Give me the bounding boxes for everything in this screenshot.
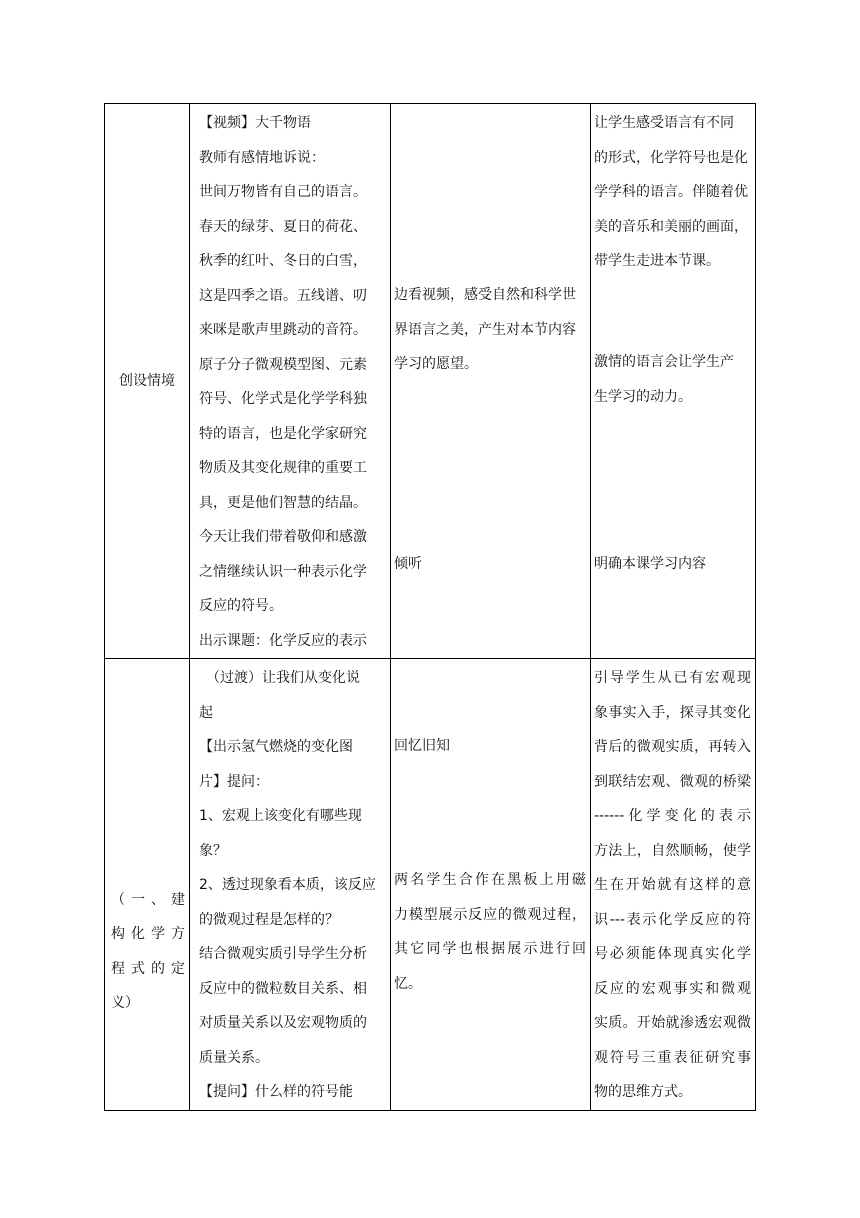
text-line: ------化学变化的表示 <box>594 808 751 824</box>
text-line: 实质。开始就渗透宏观微 <box>594 1015 751 1031</box>
text-line: 背后的微观实质，再转入 <box>594 739 751 755</box>
student-activity-cell <box>391 659 591 1111</box>
text-line: 之情继续认识一种表示化学 <box>199 563 367 580</box>
text-line: 反应中的微粒数目关系、相 <box>199 980 367 997</box>
text-line: 物质及其变化规律的重要工 <box>199 460 367 476</box>
text-line: 力模型展示反应的微观过程， <box>394 906 586 923</box>
text-line: 义） <box>111 995 139 1012</box>
teacher-activity-text <box>190 659 390 1110</box>
student-activity-watch <box>391 278 590 382</box>
text-line: 回忆旧知 <box>394 738 450 754</box>
text-line: 其它同学也根据展示进行回 <box>394 941 586 957</box>
text-line: 美的音乐和美丽的画面， <box>594 218 748 235</box>
design-intent-language <box>591 106 755 279</box>
teacher-activity-text <box>190 104 390 658</box>
text-line: 这是四季之语。五线谱、叨 <box>199 287 367 304</box>
text-line: （过渡）让我们从变化说 <box>199 670 360 686</box>
text-line: 的微观过程是怎样的？ <box>199 911 339 928</box>
text-line: 界语言之美，产生对本节内容 <box>394 321 576 338</box>
text-line: 学学科的语言。伴随着优 <box>594 184 748 200</box>
student-activity-recall <box>391 729 590 764</box>
text-line: 程式的定 <box>111 960 185 977</box>
stage-label: 创设情境 <box>119 372 175 389</box>
text-line: 具，更是他们智慧的结晶。 <box>199 494 367 511</box>
text-line: 春天的绿芽、夏日的荷花、 <box>199 218 367 235</box>
text-line: 到联结宏观、微观的桥梁 <box>594 773 751 790</box>
text-line: 构化学方 <box>111 926 185 943</box>
text-line: 起 <box>199 704 213 721</box>
text-line: 物的思维方式。 <box>594 1084 692 1100</box>
text-line: 让学生感受语言有不同 <box>594 115 734 131</box>
text-line: 边看视频，感受自然和科学世 <box>394 287 576 303</box>
stage-cell-scenario <box>105 104 190 659</box>
text-line: 2、透过现象看本质，该反应 <box>199 877 376 893</box>
text-line: 反应的符号。 <box>199 598 283 614</box>
design-intent-objective <box>591 547 755 582</box>
text-line: 生在开始就有这样的意 <box>594 877 751 893</box>
design-intent-cell <box>591 104 756 659</box>
student-activity-cell <box>391 104 591 659</box>
text-line: 观符号三重表征研究事 <box>594 1049 751 1066</box>
text-line: 【视频】大千物语 <box>199 115 311 131</box>
text-line: 反应的宏观事实和微观 <box>594 980 751 997</box>
stage-label-definition <box>105 661 189 1108</box>
text-line: 方法上，自然顺畅，使学 <box>594 842 751 859</box>
stage-cell-definition <box>105 659 190 1111</box>
text-line: 世间万物皆有自己的语言。 <box>199 184 367 200</box>
text-line: 生学习的动力。 <box>594 388 692 405</box>
text-line: 结合微观实质引导学生分析 <box>199 946 367 962</box>
text-line: （一、建 <box>111 891 185 908</box>
text-line: 秋季的红叶、冬日的白雪， <box>199 253 367 269</box>
text-line: 明确本课学习内容 <box>594 556 706 572</box>
design-intent-text <box>591 661 755 1110</box>
text-line: 1、宏观上该变化有哪些现 <box>199 808 362 824</box>
text-line: 倾听 <box>394 556 422 572</box>
text-line: 【提问】什么样的符号能 <box>199 1084 353 1100</box>
text-line: 两名学生合作在黑板上用磁 <box>394 872 586 888</box>
text-line: 出示课题：化学反应的表示 <box>199 632 367 649</box>
text-line: 对质量关系以及宏观物质的 <box>199 1015 367 1031</box>
teacher-activity-cell <box>190 659 391 1111</box>
student-activity-model <box>391 863 590 1001</box>
text-line: 来咪是歌声里跳动的音符。 <box>199 322 367 338</box>
text-line: 符号、化学式是化学学科独 <box>199 391 367 407</box>
teacher-activity-cell <box>190 104 391 659</box>
text-line: 象？ <box>199 842 227 859</box>
text-line: 质量关系。 <box>199 1049 269 1066</box>
text-line: 学习的愿望。 <box>394 356 478 372</box>
text-line: 原子分子微观模型图、元素 <box>199 356 367 373</box>
text-line: 教师有感情地诉说： <box>199 149 325 166</box>
student-activity-listen <box>391 547 590 582</box>
text-line: 【出示氢气燃烧的变化图 <box>199 739 353 755</box>
text-line: 带学生走进本节课。 <box>594 253 720 269</box>
text-line: 激情的语言会让学生产 <box>594 354 734 370</box>
text-line: 特的语言，也是化学家研究 <box>199 425 367 442</box>
text-line: 引导学生从已有宏观现 <box>594 670 751 686</box>
design-intent-cell <box>591 659 756 1111</box>
text-line: 今天让我们带着敬仰和感激 <box>199 529 367 545</box>
lesson-plan-table <box>104 103 756 1111</box>
text-line: 号必须能体现真实化学 <box>594 946 751 962</box>
text-line: 象事实入手，探寻其变化 <box>594 704 751 721</box>
table-row-scenario <box>105 104 756 659</box>
design-intent-motivation <box>591 345 755 414</box>
text-line: 的形式，化学符号也是化 <box>594 149 748 166</box>
text-line: 片】提问： <box>199 773 269 790</box>
table-row-definition <box>105 659 756 1111</box>
text-line: 识---表示化学反应的符 <box>594 911 751 928</box>
text-line: 忆。 <box>394 975 422 992</box>
